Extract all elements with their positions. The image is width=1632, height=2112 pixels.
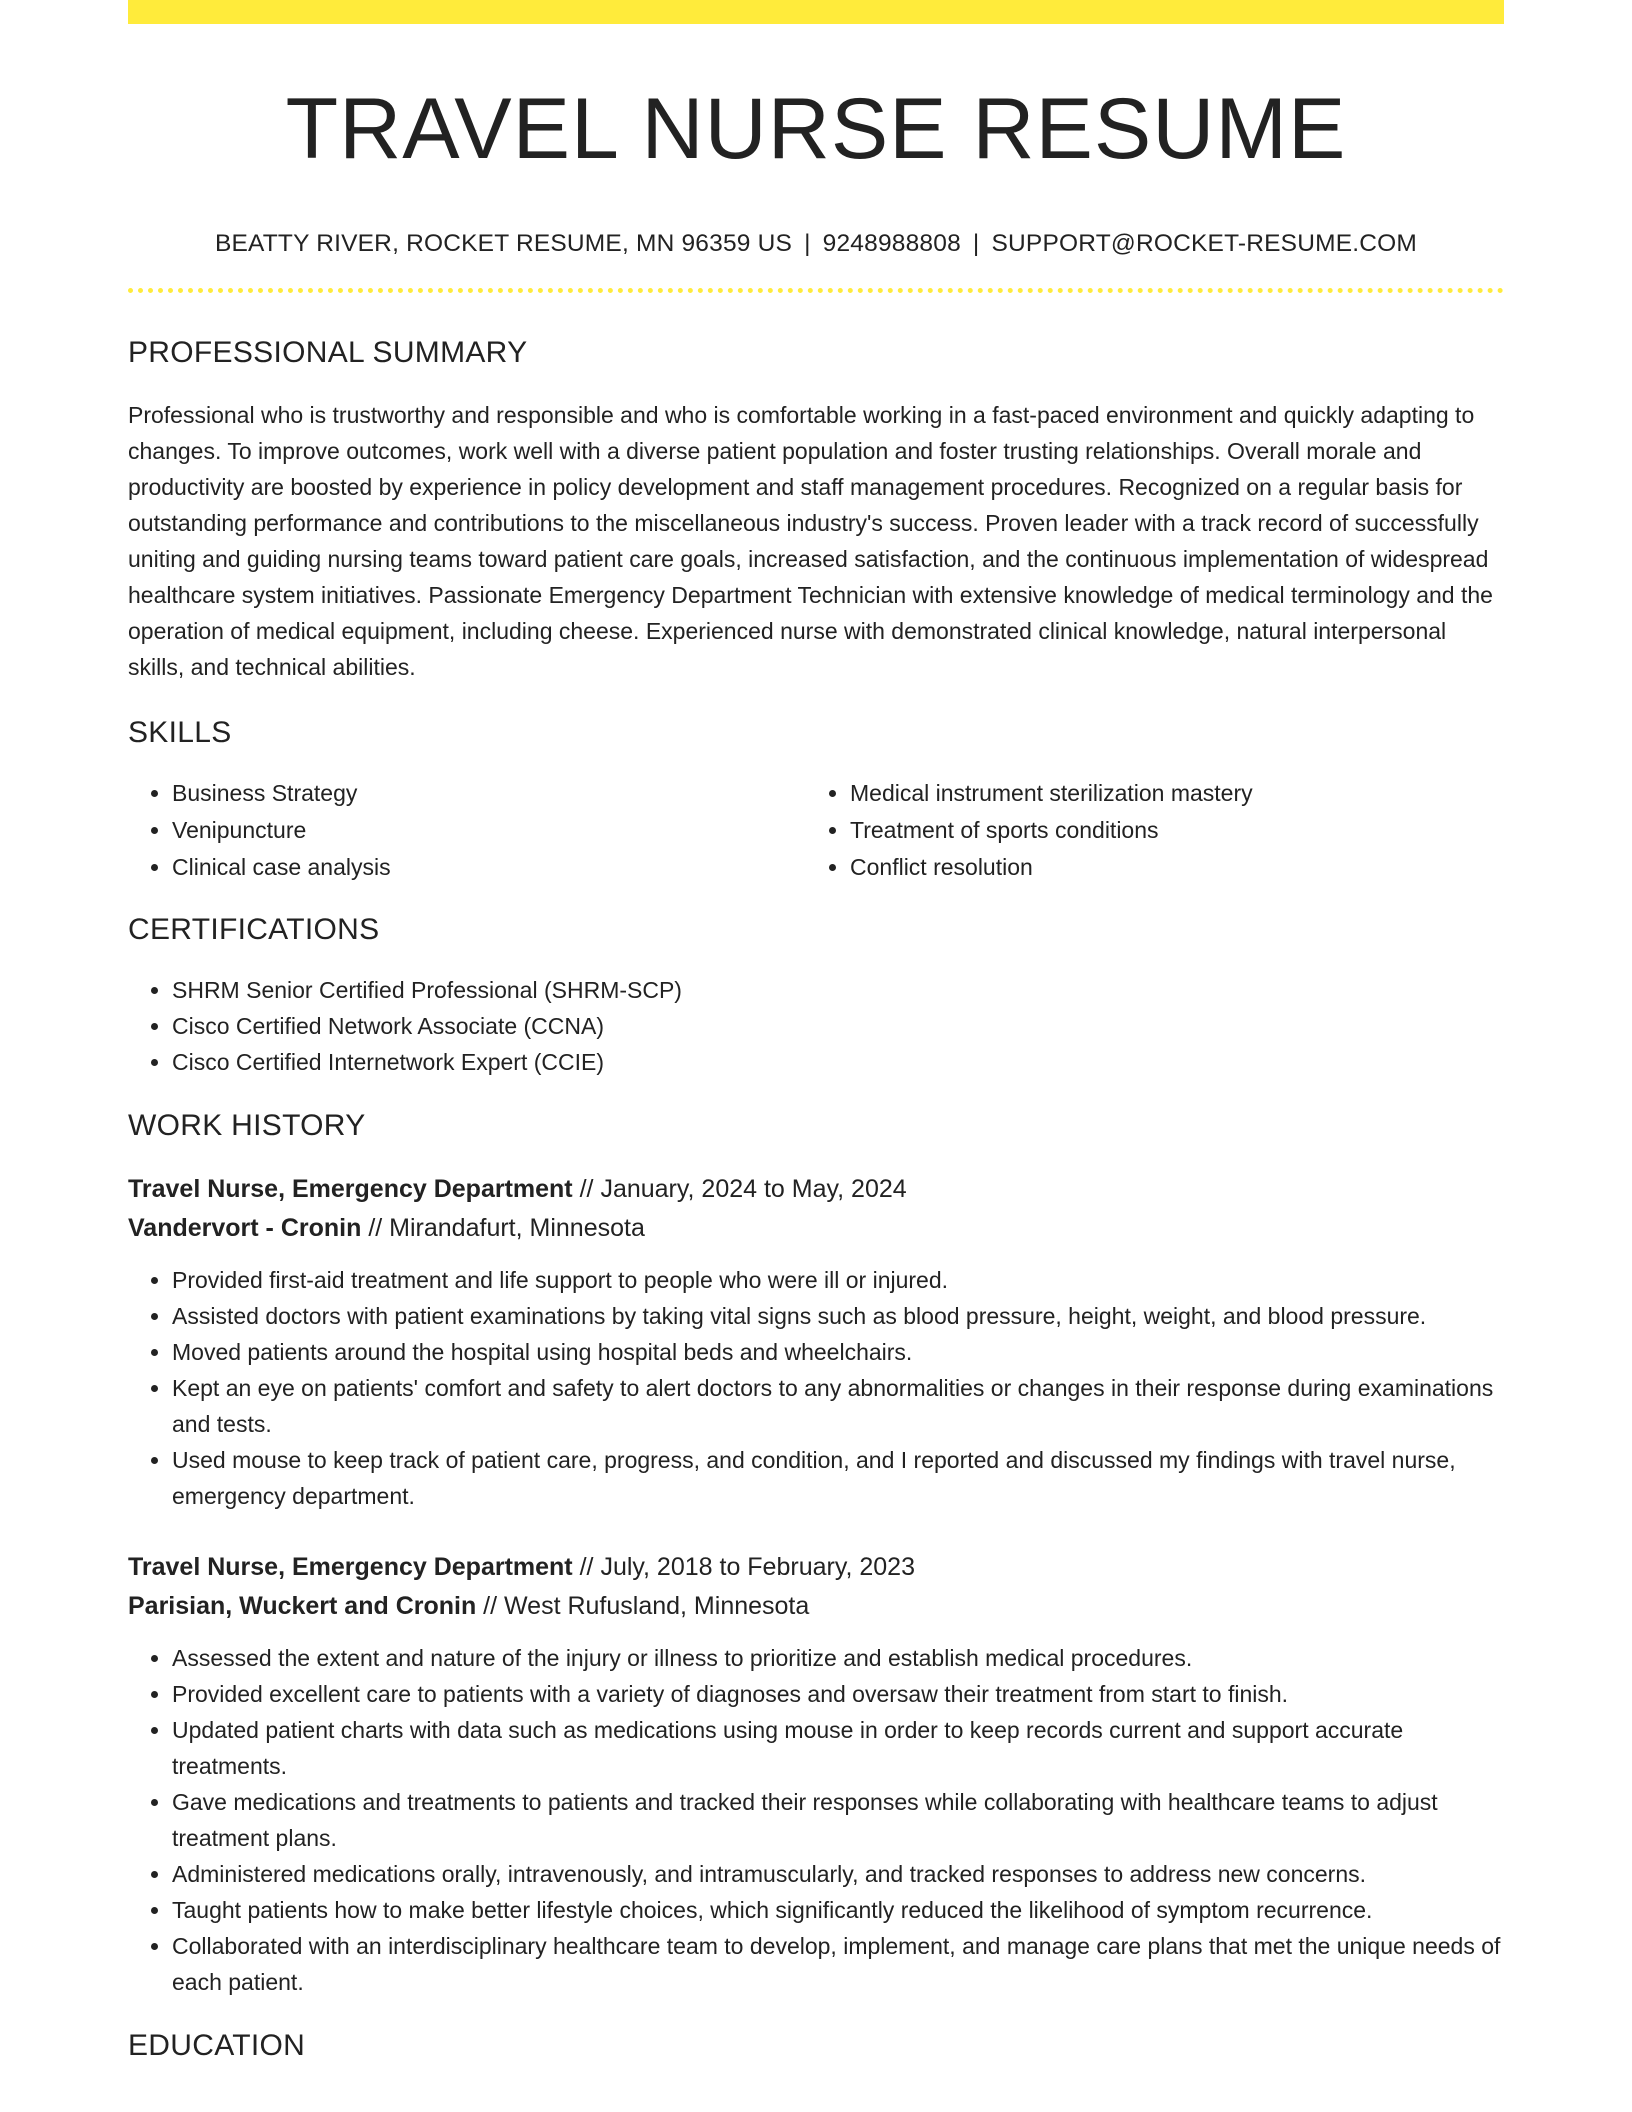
certifications-section <box>128 912 1504 1080</box>
certifications-list <box>128 972 1504 1080</box>
contact-email: SUPPORT@ROCKET-RESUME.COM <box>991 229 1418 257</box>
job-duties-list <box>128 1262 1504 1514</box>
job-location: West Rufusland, Minnesota <box>504 1591 810 1620</box>
resume-page <box>128 0 1504 2064</box>
contact-separator: | <box>804 229 811 257</box>
certification-item: • Cisco Certified Internetwork Expert (CCIE) <box>172 1044 1504 1080</box>
skills-list-right <box>806 775 1504 886</box>
job-duty-item: • Taught patients how to make better lifestyle choices, which significantly reduced the likelihood of symptom recurrence. <box>172 1892 1504 1928</box>
job-title: Travel Nurse, Emergency Department <box>128 1174 573 1203</box>
summary-text: Professional who is trustworthy and responsible and who is comfortable working in a fast-paced environment and quickly adapting to changes. To improve outcomes, work well with a diverse patient population and foster trusting relationships. Overall morale and productivity are boosted by experience in policy development and staff management procedures. Recognized on a regular basis for outstanding performance and contributions to the miscellaneous industry's success. Proven leader with a track record of successfully uniting and guiding nursing teams toward patient care goals, increased satisfaction, and the continuous implementation of widespread healthcare system initiatives. Passionate Emergency Department Technician with extensive knowledge of medical terminology and the operation of medical equipment, including cheese. Experienced nurse with demonstrated clinical knowledge, natural interpersonal skills, and technical abilities. <box>128 401 1493 680</box>
job-duty-item: • Assessed the extent and nature of the injury or illness to prioritize and establish medical procedures. <box>172 1640 1504 1676</box>
job-entry <box>128 1170 1504 1514</box>
job-duty-item: • Moved patients around the hospital using hospital beds and wheelchairs. <box>172 1334 1504 1370</box>
skill-item: • Medical instrument sterilization mastery <box>850 775 1504 812</box>
job-company: Vandervort - Cronin <box>128 1213 362 1242</box>
job-duty-item: • Collaborated with an interdisciplinary healthcare team to develop, implement, and manage care plans that met the unique needs of each patient. <box>172 1928 1504 2000</box>
skills-section <box>128 715 1504 886</box>
summary-section <box>128 335 1504 685</box>
job-company-line <box>128 1587 1504 1626</box>
job-title: Travel Nurse, Emergency Department <box>128 1552 573 1581</box>
contact-line <box>128 229 1504 258</box>
skill-item: • Clinical case analysis <box>172 849 806 886</box>
skill-item: • Conflict resolution <box>850 849 1504 886</box>
job-dates: January, 2024 to May, 2024 <box>600 1174 907 1203</box>
job-duty-item: • Kept an eye on patients' comfort and safety to alert doctors to any abnormalities or changes in their response during examinations and tests. <box>172 1370 1504 1442</box>
job-entry <box>128 1548 1504 2000</box>
job-title-line <box>128 1548 1504 1587</box>
job-duty-item: • Assisted doctors with patient examinations by taking vital signs such as blood pressure, height, weight, and blood pressure. <box>172 1298 1504 1334</box>
contact-phone: 9248988808 <box>822 229 961 257</box>
certifications-heading: CERTIFICATIONS <box>128 912 380 946</box>
certification-item: • SHRM Senior Certified Professional (SHRM-SCP) <box>172 972 1504 1008</box>
work-history-section <box>128 1108 1504 2000</box>
job-title-line <box>128 1170 1504 1209</box>
job-company-line <box>128 1209 1504 1248</box>
contact-address: BEATTY RIVER, ROCKET RESUME, MN 96359 US <box>214 229 793 257</box>
job-duty-item: • Administered medications orally, intravenously, and intramuscularly, and tracked responses to address new concerns. <box>172 1856 1504 1892</box>
skills-list-left <box>128 775 806 886</box>
job-duty-item: • Updated patient charts with data such as medications using mouse in order to keep records current and support accurate treatments. <box>172 1712 1504 1784</box>
job-duty-item: • Gave medications and treatments to patients and tracked their responses while collaborating with healthcare teams to adjust treatment plans. <box>172 1784 1504 1856</box>
skills-heading: SKILLS <box>128 715 232 749</box>
job-location: Mirandafurt, Minnesota <box>389 1213 645 1242</box>
job-location-separator: // <box>361 1213 390 1242</box>
summary-heading: PROFESSIONAL SUMMARY <box>128 335 528 369</box>
job-duty-item: • Provided first-aid treatment and life support to people who were ill or injured. <box>172 1262 1504 1298</box>
education-heading: EDUCATION <box>128 2028 306 2062</box>
dotted-divider <box>128 288 1504 293</box>
skill-item: • Business Strategy <box>172 775 806 812</box>
job-date-separator: // <box>572 1552 601 1581</box>
work-history-heading: WORK HISTORY <box>128 1108 366 1142</box>
skill-item: • Venipuncture <box>172 812 806 849</box>
education-section <box>128 2028 1504 2064</box>
accent-top-bar <box>128 0 1504 24</box>
job-duty-item: • Used mouse to keep track of patient care, progress, and condition, and I reported and discussed my findings with travel nurse, emergency department. <box>172 1442 1504 1514</box>
job-company: Parisian, Wuckert and Cronin <box>128 1591 477 1620</box>
job-location-separator: // <box>476 1591 505 1620</box>
job-duties-list <box>128 1640 1504 2000</box>
job-duty-item: • Provided excellent care to patients with a variety of diagnoses and oversaw their treatment from start to finish. <box>172 1676 1504 1712</box>
certification-item: • Cisco Certified Network Associate (CCNA) <box>172 1008 1504 1044</box>
contact-separator: | <box>972 229 980 257</box>
job-date-separator: // <box>572 1174 601 1203</box>
job-dates: July, 2018 to February, 2023 <box>600 1552 915 1581</box>
skill-item: • Treatment of sports conditions <box>850 812 1504 849</box>
skills-grid <box>128 775 1504 886</box>
resume-title: TRAVEL NURSE RESUME <box>285 81 1347 177</box>
